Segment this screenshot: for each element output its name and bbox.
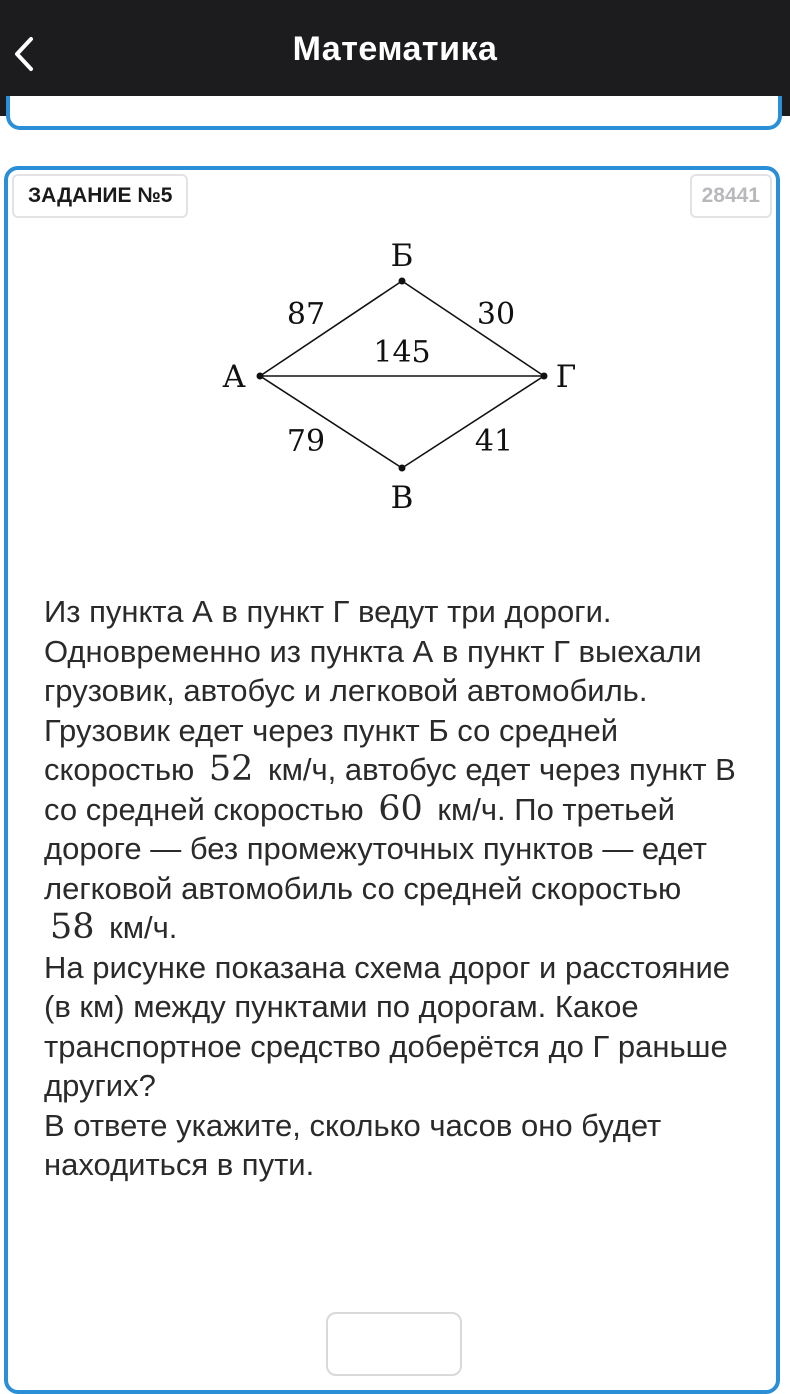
distance-ab-label: 87 <box>286 297 326 332</box>
point-a-label: А <box>222 359 246 395</box>
problem-paragraph-3: В ответе укажите, сколько часов оно будет находиться в пути. <box>44 1107 662 1182</box>
distance-ag-label: 145 <box>373 335 431 370</box>
car-speed-value: 58 <box>50 907 95 947</box>
previous-task-card <box>6 96 782 130</box>
problem-paragraph-2: На рисунке показана схема дорог и расстояние (в км) между пунктами по дорогам. Какое транспортное средство доберётся до Г раньше других? <box>44 949 731 1103</box>
problem-text-part-4: км/ч. <box>109 910 178 945</box>
point-b-dot <box>399 278 406 285</box>
point-g-label: Г <box>555 359 577 395</box>
problem-text-part-1: Из пункта А в пункт Г ведут три дороги. Одновременно из пункта А в пункт Г выехали грузовик, автобус и легковой автомобиль. Грузовик едет через пункт Б со средней скоростью <box>44 594 702 787</box>
problem-text <box>44 592 744 1185</box>
task-id-badge: 28441 <box>690 174 772 218</box>
distance-vg-label: 41 <box>474 424 514 459</box>
point-g-dot <box>541 373 548 380</box>
point-v-label: В <box>390 480 414 516</box>
bus-speed-value: 60 <box>378 788 423 829</box>
page-title: Математика <box>292 30 498 68</box>
problem-paragraph-1 <box>44 592 744 948</box>
roads-diagram <box>204 236 584 526</box>
truck-speed-value: 52 <box>208 749 254 789</box>
point-a-dot <box>257 373 264 380</box>
point-v-dot <box>399 465 406 472</box>
task-card <box>4 166 780 1394</box>
problem-text-part-3: км/ч. По третьей дороге — без промежуточных пунктов — едет легковой автомобиль со средней скоростью <box>44 791 707 906</box>
point-b-label: Б <box>390 238 414 274</box>
problem-text-part-2: км/ч, автобус едет через пункт В со средней скоростью <box>44 752 736 827</box>
task-number-label: ЗАДАНИЕ №5 <box>12 174 188 218</box>
answer-input[interactable] <box>326 1312 462 1376</box>
distance-av-label: 79 <box>286 424 326 459</box>
distance-bg-label: 30 <box>476 297 516 332</box>
